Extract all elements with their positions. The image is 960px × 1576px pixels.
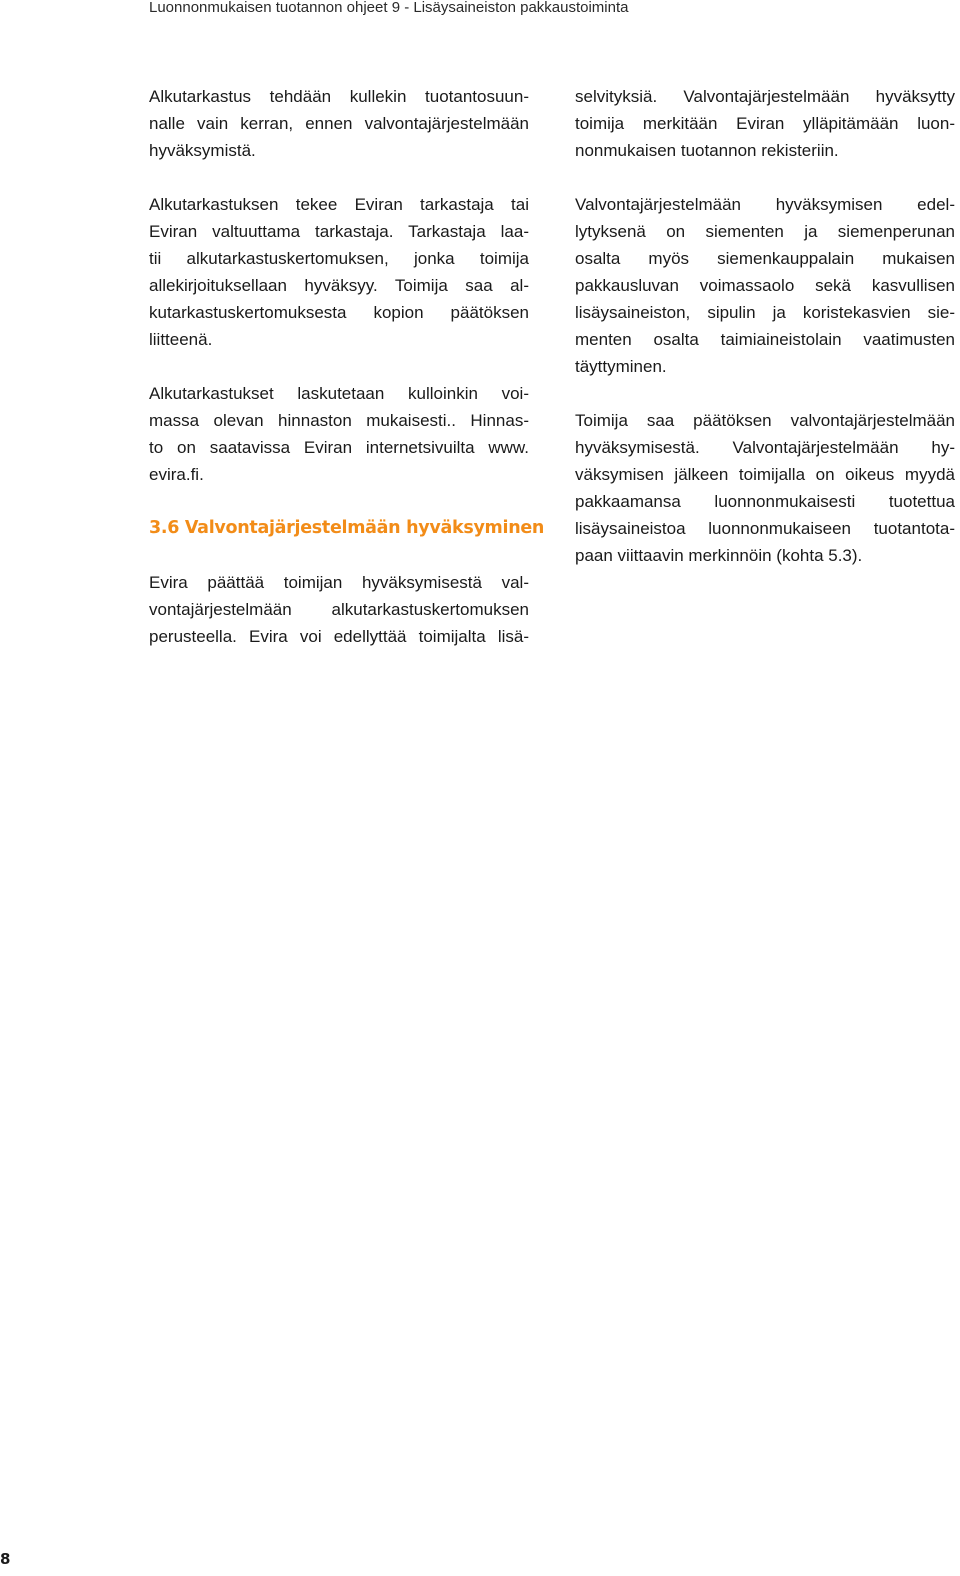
paragraph-billing [149,380,529,488]
text-line: to on saatavissa Eviran internetsivuilta www. [149,438,529,457]
text-line: Toimija saa päätöksen valvontajärjestelmään [575,411,955,430]
text-line: osalta myös siemenkauppalain mukaisen [575,249,955,268]
text-line: paan viittaavin merkinnöin (kohta 5.3). [575,546,863,565]
text-line: väksymisen jälkeen toimijalla on oikeus myydä [575,465,955,484]
text-line: pakkausluvan voimassaolo sekä kasvullisen [575,276,955,295]
text-line: Eviran valtuuttama tarkastaja. Tarkastaja laa- [149,222,529,241]
text-line: nalle vain kerran, ennen valvontajärjestelmään [149,114,529,133]
text-line: hyväksymisestä. Valvontajärjestelmään hy- [575,438,955,457]
text-line: toimija merkitään Eviran ylläpitämään luon- [575,114,955,133]
text-line: selvityksiä. Valvontajärjestelmään hyväksytty [575,87,955,106]
paragraph-inspector [149,191,529,353]
text-line: Evira päättää toimijan hyväksymisestä val- [149,573,529,592]
paragraph-prerequisites [575,191,955,380]
text-line: kutarkastuskertomuksesta kopion päätöksen [149,303,529,322]
paragraph-initial-inspection [149,83,529,164]
section-heading: 3.6 Valvontajärjestelmään hyväksyminen [149,518,545,538]
right-column [575,83,955,596]
text-line: lisäysaineiston, sipulin ja koristekasvien sie- [575,303,955,322]
text-line: täyttyminen. [575,357,667,376]
running-header: Luonnonmukaisen tuotannon ohjeet 9 - Lisäysaineiston pakkaustoiminta [149,0,629,16]
text-line: Alkutarkastukset laskutetaan kulloinkin voi- [149,384,529,403]
text-line: Alkutarkastuksen tekee Eviran tarkastaja tai [149,195,529,214]
page-number: 8 [0,1550,11,1568]
text-line: Valvontajärjestelmään hyväksymisen edel- [575,195,955,214]
text-line: lytyksenä on siementen ja siemenperunan [575,222,955,241]
text-line: massa olevan hinnaston mukaisesti.. Hinnas- [149,411,529,430]
text-line: hyväksymistä. [149,141,256,160]
text-line: tii alkutarkastuskertomuksen, jonka toimija [149,249,529,268]
text-line: perusteella. Evira voi edellyttää toimijalta lisä- [149,627,529,646]
text-line: pakkaamansa luonnonmukaisesti tuotettua [575,492,955,511]
paragraph-registry [575,83,955,164]
text-line: evira.fi. [149,465,204,484]
paragraph-approval-decision [149,569,529,650]
left-column [149,83,545,677]
paragraph-decision-rights [575,407,955,569]
text-line: liitteenä. [149,330,213,349]
text-line: nonmukaisen tuotannon rekisteriin. [575,141,839,160]
text-line: vontajärjestelmään alkutarkastuskertomuksen [149,600,529,619]
text-line: Alkutarkastus tehdään kullekin tuotantosuun- [149,87,529,106]
text-line: menten osalta taimiaineistolain vaatimusten [575,330,955,349]
text-line: lisäysaineistoa luonnonmukaiseen tuotantota- [575,519,955,538]
text-line: allekirjoituksellaan hyväksyy. Toimija saa al- [149,276,529,295]
